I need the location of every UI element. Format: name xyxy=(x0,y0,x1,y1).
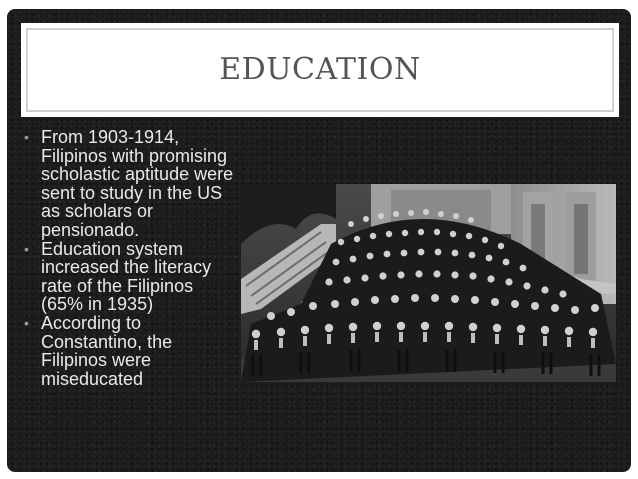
bullet-item xyxy=(21,314,239,388)
bullet-list xyxy=(21,128,239,388)
bullet-text: According to Constantino, the Filipinos were miseducated xyxy=(41,312,173,389)
bullet-icon: • xyxy=(24,240,29,257)
bullet-item xyxy=(21,128,239,240)
bullet-icon: • xyxy=(24,314,29,331)
title-box xyxy=(21,23,619,117)
bullet-text: Education system increased the literacy rate of the Filipinos (65% in 1935) xyxy=(41,238,212,315)
group-photo xyxy=(241,184,616,382)
bullet-text: From 1903-1914, Filipinos with promising scholastic aptitude were sent to study in the US as scholars or pensionado. xyxy=(41,127,234,240)
bullet-item xyxy=(21,240,239,314)
bullet-icon: • xyxy=(24,129,29,145)
slide xyxy=(7,9,631,472)
slide-title: EDUCATION xyxy=(219,52,421,87)
